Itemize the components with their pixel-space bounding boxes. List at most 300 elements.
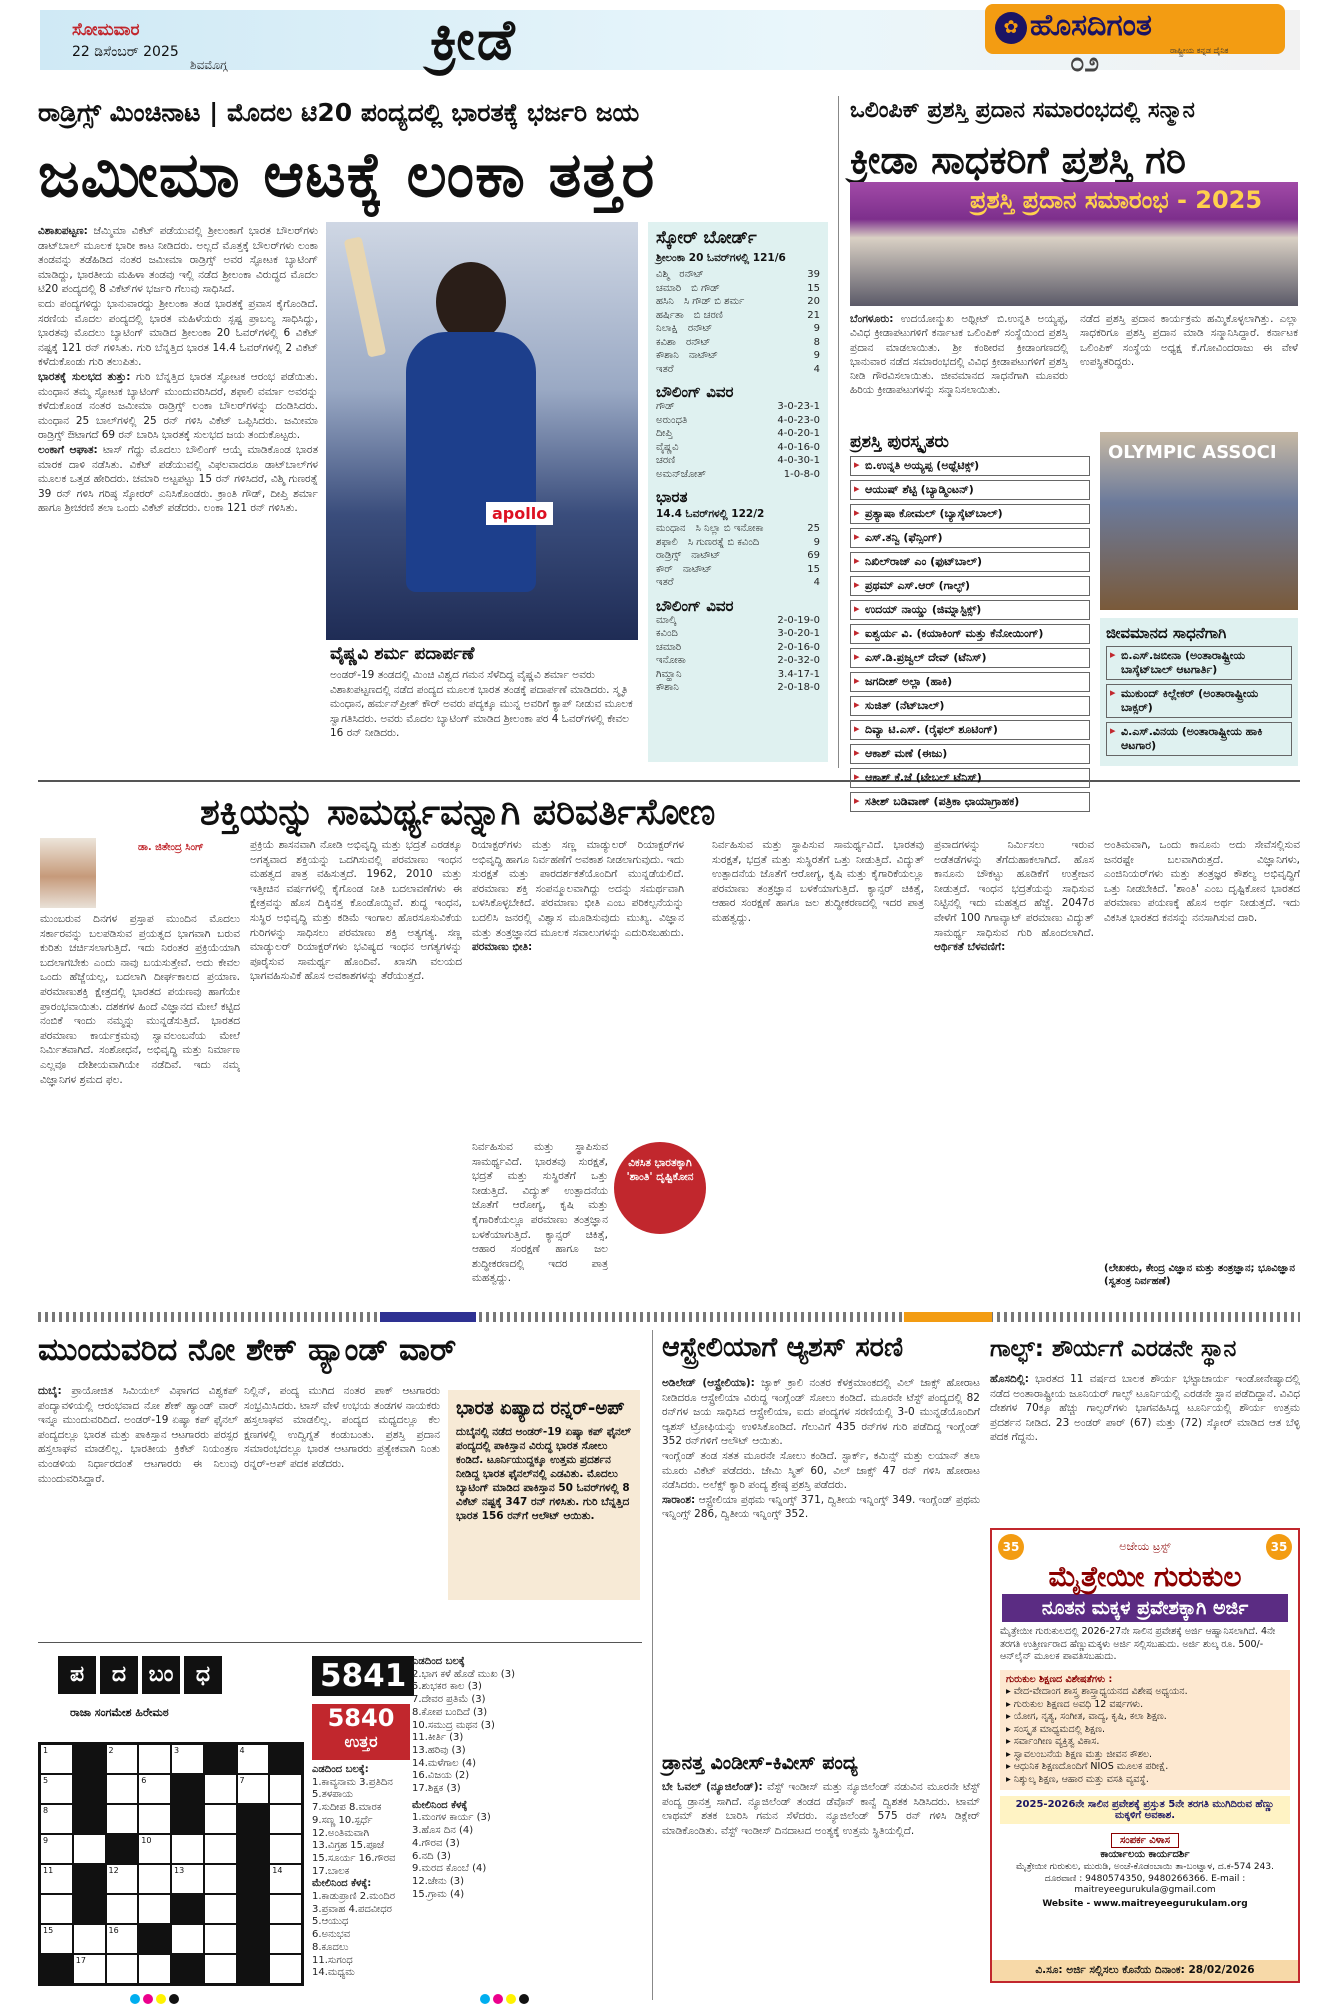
player-name: ಕೌರ್ (656, 563, 673, 575)
opinion-text-5: ಪ್ರವಾದಗಳನ್ನು ನಿರ್ಮಿಸಲು ಇರುವ ಅಡೆತಡೆಗಳನ್ನು ತೆಗೆದುಹಾಕಲಾಗಿದೆ. ಹೊಸ ಕಾನೂನು ಚೌಕಟ್ಟು ಹೂಡಿಕೆಗೆ ಉತ್ತೇಜನ ನೀಡುತ್ತದೆ. ಇಂಧನ ಭದ್ರತೆಯನ್ನು ಸಾಧಿಸುವ ನಿಟ್ಟಿನಲ್ಲಿ ಇದು ಮಹತ್ವದ ಹೆಜ್ಜೆ. 2047ರ ವೇಳೆಗೆ 100 ಗಿಗಾವ್ಯಾಟ್ ಪರಮಾಣು ವಿದ್ಯುತ್ ಸಾಮರ್ಥ್ಯ ಸಾಧಿಸುವ ಗುರಿ ಹೊಂದಲಾಗಿದೆ. (934, 839, 1094, 939)
player-name: ನಿಲಾಕ್ಷಿ (656, 323, 678, 334)
clue-across: 16.ವಿಜಯ (2) (412, 1770, 470, 1782)
yellow-dot (156, 1994, 166, 2004)
crossword-cell (73, 1804, 106, 1834)
player-name: ಗಿಮ್ಹಾನಿ (656, 668, 682, 680)
newspaper-logo: ಹೊಸದಿಗಂತ (1030, 8, 1152, 43)
handshake-col-1 (38, 1384, 238, 1644)
score-row (656, 455, 820, 469)
clue-down: 4.ಗೌರವ (3) (412, 1837, 460, 1849)
golf-dateline: ಹೊಸದಿಲ್ಲಿ: (990, 1373, 1029, 1385)
ad-features (1000, 1670, 1290, 1791)
down-title: ಮೇಲಿನಿಂದ ಕೆಳಕ್ಕೆ: (312, 1878, 372, 1890)
windies-body (662, 1780, 980, 1986)
across-title: ಎಡದಿಂದ ಬಲಕ್ಕೆ: (312, 1764, 369, 1775)
crossword-title-char: ಪ (58, 1656, 96, 1694)
dismissal: ನಾಟೌಟ್ (682, 563, 712, 575)
crossword-cell (269, 1954, 302, 1984)
crossword-cell (73, 1834, 106, 1864)
lifetime-box (1100, 618, 1298, 766)
answer-label: ಉತ್ತರ (344, 1732, 378, 1751)
clue-across: 14.ಮಳೆಗಾಲ (4) (412, 1757, 477, 1769)
crossword-cell (40, 1894, 73, 1924)
clue-across-title: ಎಡದಿಂದ ಬಲಕ್ಕೆ (412, 1656, 465, 1667)
page-number: ೦೨ (1070, 48, 1100, 78)
across-answer: 12.ಅಂತಿಮವಾಗಿ (312, 1827, 370, 1839)
score-value: 8 (813, 336, 820, 348)
score-row (656, 323, 820, 337)
crossword-cell (138, 1804, 171, 1834)
crossword-cell: 8 (40, 1804, 73, 1834)
across-answer: 17.ಬಾಲಕ (312, 1865, 350, 1877)
player-name: ಕೌಶಾನಿ (656, 682, 679, 693)
answer-badge (312, 1704, 410, 1760)
player-name: ಇನೋಕಾ (656, 655, 686, 666)
black-dot (169, 1994, 179, 2004)
across-answer: 7.ಸುದೀಪ 8.ಮಾರಕ (312, 1802, 382, 1814)
player-jersey (406, 332, 536, 592)
award-photo (850, 182, 1298, 306)
logo-tagline: ರಾಷ್ಟ್ರೀಯ ಕನ್ನಡ ದೈನಿಕ (1170, 46, 1229, 55)
score-value: 3-0-20-1 (777, 628, 820, 639)
clue-across: 5.ಶುಭಕರ ಕಾಲ (3) (412, 1681, 482, 1693)
down-answer: 5.ಆಯುಧ (312, 1916, 349, 1928)
player-name: ವಿಶ್ಮಿ (656, 269, 670, 280)
olympic-banner-text: OLYMPIC ASSOCI (1108, 442, 1277, 463)
cricket-bat (344, 236, 387, 357)
player-name: ಚರಣಿ (656, 455, 676, 466)
dismissal: ರನೌಟ್ (687, 323, 713, 334)
ad-address: ಮೈತ್ರೇಯೀ ಗುರುಕುಲ, ಮುರುಡಿ, ಅಂಚೆ-ಕೊಡಂಬಾಯಿ ತಾ-ಬಂಟ್ವಾಳ, ದ.ಕ-574 243. ದೂರವಾಣಿ : 9480574350, 9480266366. E-mail : maitreyeegurukula@gmail.com (1016, 1862, 1274, 1895)
crossword-cell: 4 (237, 1744, 270, 1774)
crossword-cell (171, 1924, 204, 1954)
ashes-para-1: ಜ್ಯಾಕ್ ಕ್ರಾಲಿ ನಂತರ ಕೆಳಕ್ರಮಾಂಕದಲ್ಲಿ ವಿಲ್ ಜಾಕ್ಸ್ ಹೋರಾಟ ನೀಡಿದರೂ ಆಸ್ಟ್ರೇಲಿಯಾ ವಿರುದ್ಧ ಇಂಗ್ಲೆಂಡ್ ಸೋಲು ಕಂಡಿದೆ. ಮೂರನೇ ಟೆಸ್ಟ್ ಪಂದ್ಯದಲ್ಲಿ 82 ರನ್‌ಗಳ ಜಯ ಸಾಧಿಸಿದ ಆಸ್ಟ್ರೇಲಿಯಾ, ಐದು ಪಂದ್ಯಗಳ ಸರಣಿಯಲ್ಲಿ 3-0 ಮುನ್ನಡೆಯೊಂದಿಗೆ ಆ್ಯಶಸ್ ಟ್ರೋಫಿಯನ್ನು ಉಳಿಸಿಕೊಂಡಿದೆ. ಗೆಲುವಿಗೆ 435 ರನ್‌ಗಳ ಗುರಿ ಪಡೆದಿದ್ದ ಇಂಗ್ಲೆಂಡ್ 352 ರನ್‌ಗಳಿಗೆ ಆಲೌಟ್ ಆಯಿತು. (662, 1377, 980, 1448)
photo-caption-title: ವೈಷ್ಣವಿ ಶರ್ಮ ಪದಾರ್ಪಣೆ (330, 644, 475, 664)
crossword-cell (237, 1894, 270, 1924)
ashes-score-label: ಸಾರಾಂಶ: (662, 1493, 696, 1506)
player-name: ಅಮನ್‌ಜೋತ್ (656, 468, 706, 480)
puzzle-number: 5841 (312, 1656, 414, 1696)
score-value: 4-0-20-1 (777, 428, 820, 439)
down-answer: 14.ಮಧ್ಯಮ (312, 1967, 355, 1979)
score-value: 25 (807, 523, 820, 534)
score-value: 4-0-30-1 (777, 455, 820, 466)
score-value: 39 (807, 269, 820, 280)
accent-bar-orange (904, 1312, 992, 1322)
ad-trust: ಅಜೇಯ ಟ್ರಸ್ಟ್ (1119, 1540, 1171, 1553)
crossword-title-char: ಧ (184, 1656, 222, 1694)
down-answer: 1.ಕಾಡುಪ್ರಾಣಿ 2.ಮಂದಿರ (312, 1891, 395, 1903)
player-name: ಹಸಿನಿ (656, 296, 674, 307)
ashes-dateline: ಅಡಿಲೇಡ್ (ಆಸ್ಟ್ರೇಲಿಯಾ): (662, 1377, 755, 1389)
section-rule (38, 780, 1300, 782)
magenta-dot (143, 1994, 153, 2004)
player-name: ದೀಪ್ತಿ (656, 428, 673, 439)
awardee: ▸ ಸುಜಿತ್ (ನೆಟ್‌ಬಾಲ್) (850, 696, 1090, 716)
ad-feature: ▸ ನಿಶ್ಶುಲ್ಕ ಶಿಕ್ಷಣ, ಆಹಾರ ಮತ್ತು ವಸತಿ ವ್ಯವಸ್ಥೆ. (1006, 1773, 1149, 1785)
ad-feature: ▸ ಸಂಸ್ಕೃತ ಮಾಧ್ಯಮದಲ್ಲಿ ಶಿಕ್ಷಣ. (1006, 1723, 1105, 1735)
runner-up-title: ಭಾರತ ಏಷ್ಯಾದ ರನ್ನರ್-ಅಪ್ (456, 1398, 625, 1419)
down-answer: 3.ಪ್ರವಾಹ 4.ಪದವೀಧರ (312, 1903, 392, 1915)
ashes-headline: ಆಸ್ಟ್ರೇಲಿಯಾಗೆ ಆ್ಯಶಸ್ ಸರಣಿ (662, 1332, 904, 1363)
crossword-cell: 16 (106, 1924, 139, 1954)
golf-text: ಭಾರತದ 11 ವರ್ಷದ ಬಾಲಕ ಶೌರ್ಯ ಭಟ್ಟಾಚಾರ್ಯ ಇಂಡೋನೇಷ್ಯಾದಲ್ಲಿ ನಡೆದ ಅಂತಾರಾಷ್ಟ್ರೀಯ ಜೂನಿಯರ್ ಗಾಲ್ಫ್ ಟೂರ್ನಿಯಲ್ಲಿ ಎರಡನೇ ಸ್ಥಾನ ಪಡೆದಿದ್ದಾನೆ. ವಿವಿಧ ದೇಶಗಳ 70ಕ್ಕೂ ಹೆಚ್ಚು ಗಾಲ್ಫರ್‌ಗಳು ಭಾಗವಹಿಸಿದ್ದ ಟೂರ್ನಿಯಲ್ಲಿ ಶೌರ್ಯ ಉತ್ತಮ ಪ್ರದರ್ಶನ ನೀಡಿದ. 23 ಅಂಡರ್ ಪಾರ್ (67) ಮತ್ತು (72) ಸ್ಕೋರ್ ಮಾಡಿದ ಆತ ಬೆಳ್ಳಿ ಪದಕ ಗೆದ್ದನು. (990, 1373, 1300, 1444)
yellow-dot (506, 1994, 516, 2004)
edition-city: ಶಿವಮೊಗ್ಗ (190, 58, 228, 72)
player-helmet (436, 262, 506, 342)
crossword-cell: 2 (106, 1744, 139, 1774)
crossword-cell (73, 1864, 106, 1894)
crossword-cell (269, 1834, 302, 1864)
crossword-cell (237, 1834, 270, 1864)
score-row (656, 415, 820, 429)
score-value: 4 (813, 577, 820, 588)
anniversary-badge-right: 35 (1266, 1534, 1292, 1560)
score-value: 2-0-32-0 (777, 655, 820, 666)
crossword-cell (138, 1864, 171, 1894)
dashed-divider (38, 1312, 1300, 1322)
handshake-text-1: ಪ್ರಾಯೋಜಿತ ಸಿಮಿಯಲ್ ವಿಫಾಗದ ವಿಶ್ವಕಪ್ ಪಂದ್ಯಾವಳಿಯಲ್ಲಿ ಆರಂಭವಾದ ನೋ ಶೇಕ್ ಹ್ಯಾಂಡ್ ವಾರ್ ಇನ್ನೂ ಮುಂದುವರಿದಿದೆ. ಅಂಡರ್-19 ಏಷ್ಯಾ ಕಪ್ ಫೈನಲ್ ಪಂದ್ಯದಲ್ಲೂ ಭಾರತ ಮತ್ತು ಪಾಕಿಸ್ತಾನ ಆಟಗಾರರು ಪರಸ್ಪರ ಹಸ್ತಲಾಘವ ಮಾಡಲಿಲ್ಲ. ಭಾರತೀಯ ಕ್ರಿಕೆಟ್ ನಿಯಂತ್ರಣ ಮಂಡಳಿಯ ನಿರ್ಧಾರದಂತೆ ಆಟಗಾರರು ಈ ನಿಲುವು ಮುಂದುವರಿಸಿದ್ದಾರೆ. (38, 1385, 238, 1485)
opinion-col-4: ನಿರ್ವಹಿಸುವ ಮತ್ತು ಸ್ಥಾಪಿಸುವ ಸಾಮರ್ಥ್ಯವಿದೆ. ಭಾರತವು ಸುರಕ್ಷತೆ, ಭದ್ರತೆ ಮತ್ತು ಸುಸ್ಥಿರತೆಗೆ ಒತ್ತು ನೀಡುತ್ತಿದೆ. ವಿದ್ಯುತ್ ಉತ್ಪಾದನೆಯ ಜೊತೆಗೆ ಆರೋಗ್ಯ, ಕೃಷಿ ಮತ್ತು ಕೈಗಾರಿಕೆಯಲ್ಲೂ ಪರಮಾಣು ತಂತ್ರಜ್ಞಾನ ಬಳಕೆಯಾಗುತ್ತಿದೆ. ಕ್ಯಾನ್ಸರ್ ಚಿಕಿತ್ಸೆ, ಆಹಾರ ಸಂರಕ್ಷಣೆ ಹಾಗೂ ಜಲ ಶುದ್ಧೀಕರಣದಲ್ಲಿ ಇದರ ಪಾತ್ರ ಮಹತ್ವದ್ದು. (712, 839, 924, 924)
dismissal: ಸಿ ಗುಣರತ್ನೆ ಬಿ ಕವಿಂದಿ (687, 536, 760, 548)
main-kicker: ರಾಡ್ರಿಗ್ಸ್ ಮಿಂಚಿನಾಟ | ಮೊದಲ ಟಿ20 ಪಂದ್ಯದಲ್ಲಿ ಭಾರತಕ್ಕೆ ಭರ್ಜರಿ ಜಯ (38, 98, 640, 127)
score-value: 4-0-23-0 (777, 414, 820, 426)
player-name: ಚಮಾರಿ (656, 641, 682, 653)
logo-emblem-icon: ✿ (995, 12, 1027, 44)
score-value: 3-0-23-1 (777, 401, 820, 412)
crossword-cell (106, 1774, 139, 1804)
crossword-cell (171, 1834, 204, 1864)
magenta-dot (493, 1994, 503, 2004)
clue-down: 3.ಹೊಸ ದಿನ (4) (412, 1825, 474, 1837)
crossword-cell (40, 1954, 73, 1984)
crossword-cell (237, 1804, 270, 1834)
ad-website: Website - www.maitreyeegurukulam.org (1042, 1898, 1248, 1909)
player-name: ಇತರೆ (656, 363, 674, 375)
crossword-cell: 10 (138, 1834, 171, 1864)
crossword-cell (204, 1924, 237, 1954)
awardee: ▸ ಐಶ್ವರ್ಯ ವಿ. (ಕಯಾಕಿಂಗ್ ಮತ್ತು ಕೆನೋಯಿಂಗ್) (850, 624, 1090, 644)
answer-number: 5840 (327, 1704, 395, 1732)
anniversary-badge-left: 35 (998, 1534, 1024, 1560)
crossword-cell (204, 1804, 237, 1834)
awardee: ▸ ಎಸ್.ಡಿ.ಪ್ರಜ್ವಲ್ ದೇವ್ (ಟೆನಿಸ್) (850, 648, 1090, 668)
across-answer: 13.ವಿಗ್ರಹ 15.ಪೂಜೆ (312, 1840, 385, 1852)
award-kicker: ಒಲಿಂಪಿಕ್ ಪ್ರಶಸ್ತಿ ಪ್ರದಾನ ಸಮಾರಂಭದಲ್ಲಿ ಸನ್ಮಾನ (850, 98, 1195, 123)
windies-dateline: ಬೇ ಓವಲ್ (ನ್ಯೂಜಿಲೆಂಡ್): (662, 1781, 763, 1793)
crossword-cell: 5 (40, 1774, 73, 1804)
crossword-cell: 9 (40, 1834, 73, 1864)
crossword-cell (138, 1954, 171, 1984)
score-row (656, 296, 820, 310)
player-name: ಶಫಾಲಿ (656, 536, 678, 548)
score-row (656, 283, 820, 297)
score-value: 15 (807, 563, 820, 575)
ashes-body (662, 1376, 980, 1740)
clue-across: 7.ದೇವರ ಪ್ರತಿಮೆ (3) (412, 1694, 486, 1706)
crossword-cell (171, 1804, 204, 1834)
awardee: ▸ ಆಯುಷ್ ಶೆಟ್ಟಿ (ಬ್ಯಾಡ್ಮಿಂಟನ್) (850, 480, 1090, 500)
opinion-text-1: ಮುಂಬರುವ ದಿನಗಳ ಪ್ರಸ್ತಾಪ ಮುಂದಿನ ಮೊದಲು ಸರ್ಕಾರವನ್ನು ಬಲಪಡಿಸುವ ಪ್ರಯತ್ನದ ಭಾಗವಾಗಿ ಬರುವ ಕುರಿತು ಚರ್ಚಿಸಲಾಗುತ್ತಿದೆ. ಇದು ನಿರಂತರ ಪ್ರಕ್ರಿಯೆಯಾಗಿ ಬದಲಾಗಬೇಕು ಎಂದು ನಾವು ಬಯಸುತ್ತೇವೆ. ಅದು ಕೇವಲ ಒಂದು ಹೆಜ್ಜೆಯಲ್ಲ, ಬದಲಾಗಿ ದೀರ್ಘಕಾಲದ ಪ್ರಯಾಣ. ಪರಮಾಣುಶಕ್ತಿ ಕ್ಷೇತ್ರದಲ್ಲಿ ಭಾರತದ ಪಯಣವು ಹಾಗೆಯೇ ಪ್ರಾರಂಭವಾಯಿತು. ದಶಕಗಳ ಹಿಂದೆ ವಿಜ್ಞಾನದ ಮೇಲೆ ಕಟ್ಟಿದ ನಂಬಿಕೆ ಇಂದು ನಮ್ಮನ್ನು ಮುನ್ನಡೆಸುತ್ತಿದೆ. ಭಾರತದ ಪರಮಾಣು ಕಾರ್ಯಕ್ರಮವು ಸ್ವಾವಲಂಬನೆಯ ಮೇಲೆ ನಿರ್ಮಿತವಾಗಿದೆ. ಸಂಶೋಧನೆ, ಅಭಿವೃದ್ಧಿ ಮತ್ತು ನಿರ್ಮಾಣ ಎಲ್ಲವೂ ದೇಶೀಯವಾಗಿಯೇ ನಡೆದಿವೆ. ಇದು ನಮ್ಮ ವಿಜ್ಞಾನಿಗಳ ಶ್ರಮದ ಫಲ. (40, 913, 240, 1086)
crossword-compiler: ರಾಜಾ ಸಂಗಮೇಶ ಹಿರೇಮಠ (70, 1706, 169, 1719)
awardee: ▸ ಜಗದೀಶ್ ಅಲ್ಲಾ (ಹಾಕಿ) (850, 672, 1090, 692)
spacer (678, 628, 778, 642)
spacer (682, 669, 778, 683)
spacer (681, 642, 777, 656)
awardees-list (850, 456, 1090, 816)
subhead-2: ಲಂಕಾಗೆ ಆಘಾತ: (38, 443, 98, 456)
player-name: ಮಂಧಾನ (656, 523, 686, 534)
score-value: 20 (807, 296, 820, 307)
crossword-cell (73, 1894, 106, 1924)
player-name: ಗೌಡ್ (656, 401, 675, 412)
score-row (656, 428, 820, 442)
crossword-cell: 13 (171, 1864, 204, 1894)
clue-across: 13.ಹರಿವು (3) (412, 1744, 466, 1756)
score-row (656, 628, 820, 642)
crossword-cell (269, 1744, 302, 1774)
crossword-cell (269, 1804, 302, 1834)
sl-innings: ಶ್ರೀಲಂಕಾ 20 ಓವರ್‌ಗಳಲ್ಲಿ 121/6 (656, 252, 786, 264)
ad-feature: ▸ ಸ್ವಾವಲಂಬನೆಯ ಶಿಕ್ಷಣ ಮತ್ತು ಜೀವನ ಕೌಶಲ. (1006, 1748, 1153, 1760)
golf-headline: ಗಾಲ್ಫ್: ಶೌರ್ಯಗೆ ಎರಡನೇ ಸ್ಥಾನ (990, 1336, 1237, 1362)
clue-across: 8.ಕೋಪ ಬಂದಿದೆ (3) (412, 1706, 488, 1718)
ad-features-title: ಗುರುಕುಲ ಶಿಕ್ಷಣದ ವಿಶೇಷತೆಗಳು : (1006, 1673, 1113, 1685)
ad-feature: ▸ ಆಧುನಿಕ ಶಿಕ್ಷಣದೊಂದಿಗೆ NIOS ಮೂಲಕ ಪರೀಕ್ಷೆ. (1006, 1761, 1169, 1772)
cyan-dot (130, 1994, 140, 2004)
awardee: ▸ ಆಕಾಶ್ ಕೆ.ಜೆ (ಟೇಬಲ್ ಟೆನಿಸ್) (850, 768, 1090, 788)
opinion-subhead-3: ಪರಮಾಣು ಭೀತಿ: (472, 941, 533, 954)
weekday: ಸೋಮವಾರ (72, 20, 140, 40)
main-headline: ಜಮೀಮಾ ಆಟಕ್ಕೆ ಲಂಕಾ ತತ್ತರ (38, 138, 656, 211)
spacer (706, 469, 784, 483)
opinion-col-3b: ನಿರ್ವಹಿಸುವ ಮತ್ತು ಸ್ಥಾಪಿಸುವ ಸಾಮರ್ಥ್ಯವಿದೆ. ಭಾರತವು ಸುರಕ್ಷತೆ, ಭದ್ರತೆ ಮತ್ತು ಸುಸ್ಥಿರತೆಗೆ ಒತ್ತು ನೀಡುತ್ತಿದೆ. ವಿದ್ಯುತ್ ಉತ್ಪಾದನೆಯ ಜೊತೆಗೆ ಆರೋಗ್ಯ, ಕೃಷಿ ಮತ್ತು ಕೈಗಾರಿಕೆಯಲ್ಲೂ ಪರಮಾಣು ತಂತ್ರಜ್ಞಾನ ಬಳಕೆಯಾಗುತ್ತಿದೆ. ಕ್ಯಾನ್ಸರ್ ಚಿಕಿತ್ಸೆ, ಆಹಾರ ಸಂರಕ್ಷಣೆ ಹಾಗೂ ಜಲ ಶುದ್ಧೀಕರಣದಲ್ಲಿ ಇದರ ಪಾತ್ರ ಮಹತ್ವದ್ದು. (472, 1141, 608, 1285)
crossword-cell (237, 1954, 270, 1984)
crossword-cell (204, 1744, 237, 1774)
author-name: ಡಾ. ಜಿತೇಂದ್ರ ಸಿಂಗ್ (138, 842, 204, 853)
awardee: ▸ ಸತೀಶ್ ಬಡಿವಾಣ್ (ಪತ್ರಿಕಾ ಛಾಯಾಗ್ರಾಹಕ) (850, 792, 1090, 812)
opinion-footer: (ಲೇಖಕರು, ಕೇಂದ್ರ ವಿಜ್ಞಾನ ಮತ್ತು ತಂತ್ರಜ್ಞಾನ; ಭೂವಿಜ್ಞಾನ (ಸ್ವತಂತ್ರ ನಿರ್ವಹಣೆ) (1104, 1263, 1295, 1287)
ad-title: ಮೈತ್ರೇಯೀ ಗುರುಕುಲ (1048, 1560, 1242, 1593)
opinion-col-1 (40, 858, 240, 1306)
player-name: ರಾಡ್ರಿಗ್ಸ್ (656, 550, 682, 561)
ad-feature: ▸ ವೇದ-ವೇದಾಂಗ ಶಾಸ್ತ್ರ ಶಾಸ್ತ್ರಾಧ್ಯಯನದ ವಿಶೇಷ ಅಧ್ಯಯನ. (1006, 1686, 1188, 1697)
dismissal (674, 364, 814, 378)
jersey-sponsor: apollo (486, 502, 553, 525)
score-row (656, 564, 820, 578)
bowling-title: ಬೌಲಿಂಗ್ ವಿವರ (656, 383, 734, 401)
score-row (656, 523, 820, 537)
accent-bar-blue (380, 1312, 476, 1322)
crossword-cell (73, 1744, 106, 1774)
score-value: 9 (813, 536, 820, 548)
score-row (656, 642, 820, 656)
opinion-subhead-5: ಆರ್ಥಿಕತೆ ಬೆಳವಣಿಗೆ: (934, 941, 1006, 954)
player-name: ಕೌಶಾನಿ (656, 350, 679, 361)
crossword-cell (237, 1864, 270, 1894)
awardee: ▸ ಎಸ್.ತನ್ವಿ (ಫೆನ್ಸಿಂಗ್) (850, 528, 1090, 548)
spacer (679, 682, 778, 696)
crossword-cell (171, 1774, 204, 1804)
crossword-cell: 3 (171, 1744, 204, 1774)
award-dateline: ಬೆಂಗಳೂರು: (850, 313, 894, 325)
crossword-cell (204, 1864, 237, 1894)
player-name: ಮಾಲ್ಕಿ (656, 614, 677, 626)
score-row (656, 655, 820, 669)
opinion-headline: ಶಕ್ತಿಯನ್ನು ಸಾಮರ್ಥ್ಯವನ್ನಾಗಿ ಪರಿವರ್ತಿಸೋಣ (200, 792, 716, 833)
crossword-cell: 17 (73, 1954, 106, 1984)
windies-text: ವೆಸ್ಟ್ ಇಂಡೀಸ್ ಮತ್ತು ನ್ಯೂಜಿಲೆಂಡ್ ನಡುವಿನ ಮೂರನೇ ಟೆಸ್ಟ್ ಪಂದ್ಯ ಡ್ರಾನತ್ತ ಸಾಗಿದೆ. ನ್ಯೂಜಿಲೆಂಡ್ ತಂಡದ ಡೆವೊನ್ ಕಾನ್ವೆ ದ್ವಿಶತಕ ಸಿಡಿಸಿದರು. ಟಾಮ್ ಲಾಥಮ್ ಶತಕ ಬಾರಿಸಿ ಗಮನ ಸೆಳೆದರು. ನ್ಯೂಜಿಲೆಂಡ್ 575 ರನ್ ಗಳಿಸಿ ಡಿಕ್ಲೇರ್ ಮಾಡಿಕೊಂಡಿತು. ವೆಸ್ಟ್ ಇಂಡೀಸ್ ದಿನದಾಟದ ಅಂತ್ಯಕ್ಕೆ ಉತ್ತಮ ಸ್ಥಿತಿಯಲ್ಲಿದೆ. (662, 1781, 980, 1837)
award-para-1: ಉದಯೋನ್ಮುಖ ಅಥ್ಲೀಟ್ ಬಿ.ಉನ್ನತಿ ಅಯ್ಯಪ್ಪ, ವಿವಿಧ ಕ್ರೀಡಾಪಟುಗಳಿಗೆ ಕರ್ನಾಟಕ ಒಲಿಂಪಿಕ್ ಸಂಸ್ಥೆಯಿಂದ ಪ್ರಶಸ್ತಿ ಪ್ರದಾನ ಮಾಡಲಾಯಿತು. ಶ್ರೀ ಕಂಠೀರವ ಕ್ರೀಡಾಂಗಣದಲ್ಲಿ ಭಾನುವಾರ ನಡೆದ ಸಮಾರಂಭದಲ್ಲಿ ವಿವಿಧ ಕ್ರೀಡಾಪಟುಗಳಿಗೆ ಪ್ರಶಸ್ತಿ ನೀಡಿ ಗೌರವಿಸಲಾಯಿತು. ಜೀವಮಾನದ ಸಾಧನೆಗಾಗಿ ಮೂವರು ಹಿರಿಯ ಕ್ರೀಡಾಪಟುಗಳನ್ನು ಸನ್ಮಾನಿಸಲಾಯಿತು. (850, 313, 1068, 397)
down-answer: 8.ಕೂದಲು (312, 1941, 349, 1953)
award-headline: ಕ್ರೀಡಾ ಸಾಧಕರಿಗೆ ಪ್ರಶಸ್ತಿ ಗರಿ (850, 138, 1186, 182)
crossword-cell: 11 (40, 1864, 73, 1894)
score-value: 1-0-8-0 (783, 468, 820, 480)
score-value: 21 (807, 309, 820, 321)
award-body-1 (850, 312, 1068, 426)
crossword-cell (237, 1924, 270, 1954)
player-name: ಕವಿಶಾ (656, 336, 676, 348)
score-row (656, 469, 820, 483)
crossword-cell (106, 1954, 139, 1984)
score-row (656, 537, 820, 551)
crossword-cell (269, 1924, 302, 1954)
ad-feature: ▸ ಯೋಗ, ನೃತ್ಯ, ಸಂಗೀತ, ವಾದ್ಯ, ಕೃಷಿ, ಕಲಾ ಶಿಕ್ಷಣ. (1006, 1711, 1167, 1722)
across-answer: 9.ಸಣ್ಣ 10.ಸ್ಪರ್ಧೆ (312, 1814, 373, 1826)
spacer (675, 455, 777, 469)
crossword-cell (204, 1894, 237, 1924)
clue-across: 17.ಶಿಕ್ಷಕ (3) (412, 1783, 461, 1795)
crossword-cell: 6 (138, 1774, 171, 1804)
player-name: ವೈಷ್ಣವಿ (656, 441, 679, 453)
puzzle-rule (38, 1642, 642, 1643)
score-value: 2-0-18-0 (777, 682, 820, 693)
black-dot (519, 1994, 529, 2004)
crossword-cell (138, 1924, 171, 1954)
opinion-col-5 (934, 838, 1094, 1306)
clue-down-title: ಮೇಲಿನಿಂದ ಕೆಳಕ್ಕೆ (412, 1799, 468, 1811)
player-name: ಅರುಂಧತಿ (656, 414, 688, 426)
score-row (656, 350, 820, 364)
across-answer: 5.ತಳಪಾಯ (312, 1789, 353, 1801)
column-divider (838, 96, 839, 768)
opinion-col-6: ಅಂತಿಮವಾಗಿ, ಒಂದು ಕಾನೂನು ಅದು ಸೇವೆಸಲ್ಲಿಸುವ ಜನರಷ್ಟೇ ಬಲವಾಗಿರುತ್ತದೆ. ವಿಜ್ಞಾನಿಗಳು, ಎಂಜಿನಿಯರ್‌ಗಳು ಮತ್ತು ತಂತ್ರಜ್ಞರ ಕೌಶಲ್ಯ ಅಭಿವೃದ್ಧಿಗೆ ಒತ್ತು ನೀಡಬೇಕಿದೆ. 'ಶಾಂತಿ' ಎಂಬ ದೃಷ್ಟಿಕೋನ ಭಾರತದ ಪರಮಾಣು ಪಯಣಕ್ಕೆ ಹೊಸ ಅರ್ಥ ನೀಡುತ್ತದೆ. ಇದು ವಿಕಸಿತ ಭಾರತದ ಕನಸನ್ನು ನನಸಾಗಿಸುವ ದಾರಿ. (1104, 839, 1300, 924)
golf-body (990, 1372, 1300, 1518)
ashes-score: ಆಸ್ಟ್ರೇಲಿಯಾ ಪ್ರಥಮ ಇನ್ನಿಂಗ್ಸ್ 371, ದ್ವಿತೀಯ ಇನ್ನಿಂಗ್ಸ್ 349. ಇಂಗ್ಲೆಂಡ್ ಪ್ರಥಮ ಇನ್ನಿಂಗ್ಸ್ 286, ದ್ವಿತೀಯ ಇನ್ನಿಂಗ್ಸ್ 352. (662, 1493, 980, 1521)
crossword-cell (73, 1774, 106, 1804)
crossword-cell (204, 1774, 237, 1804)
clue-down: 15.ಗ್ರಾಮ (4) (412, 1888, 465, 1900)
lifetime-awardee: ▸ ವಿ.ಎಸ್.ವಿನಯ (ಅಂತಾರಾಷ್ಟ್ರೀಯ ಹಾಕಿ ಆಟಗಾರ) (1106, 722, 1292, 756)
main-story-body (38, 224, 318, 770)
print-registration-marks (130, 1994, 179, 2004)
ad-deadline: ವಿ.ಸೂ: ಅರ್ಜಿ ಸಲ್ಲಿಸಲು ಕೊನೆಯ ದಿನಾಂಕ: 28/02/2026 (992, 1960, 1298, 1981)
crossword-cell (106, 1834, 139, 1864)
score-row (656, 401, 820, 415)
down-answer: 6.ಅನುಭವ (312, 1929, 351, 1941)
crossword-cell: 15 (40, 1924, 73, 1954)
across-answer: 15.ಸೂರ್ಯ 16.ಗೌರವ (312, 1852, 396, 1864)
awardee: ▸ ಪ್ರತ್ಯಾಷಾ ಕೋಮಲ್ (ಬ್ಯಾಸ್ಕೆಟ್‌ಬಾಲ್) (850, 504, 1090, 524)
olympic-photo (1100, 432, 1298, 610)
score-value: 2-0-16-0 (777, 641, 820, 653)
dismissal: ಸಿ ನಿಲ್ಲಾ ಬಿ ಇನೋಕಾ (695, 523, 764, 534)
crossword-cell (171, 1954, 204, 1984)
ad-contact-title: ಸಂಪರ್ಕ ವಿಳಾಸ (1111, 1833, 1179, 1848)
print-registration-marks-2 (480, 1994, 529, 2004)
handshake-dateline: ದುಬೈ: (38, 1385, 62, 1397)
score-row (656, 577, 820, 591)
player-name: ಕವಿಂದಿ (656, 628, 678, 639)
dismissal (674, 577, 814, 591)
opinion-col-2: ಪ್ರಕ್ರಿಯೆ ಶಾಸನವಾಗಿ ನೋಡಿ ಅಭಿವೃದ್ಧಿ ಮತ್ತು ಭದ್ರತೆ ಎರಡಕ್ಕೂ ಅಗತ್ಯವಾದ ಶಕ್ತಿಯನ್ನು ಒದಗಿಸುವಲ್ಲಿ ಪರಮಾಣು ಇಂಧನ ಮಹತ್ವದ ಪಾತ್ರ ವಹಿಸುತ್ತದೆ. 1962, 2010 ಮತ್ತು ಇತ್ತೀಚಿನ ವರ್ಷಗಳಲ್ಲಿ ಕೈಗೊಂಡ ನೀತಿ ಬದಲಾವಣೆಗಳು ಈ ಕ್ಷೇತ್ರವನ್ನು ಹೊಸ ದಿಕ್ಕಿನತ್ತ ಕೊಂಡೊಯ್ದಿವೆ. ಶುದ್ಧ ಇಂಧನ, ಸುಸ್ಥಿರ ಅಭಿವೃದ್ಧಿ ಮತ್ತು ಕಡಿಮೆ ಇಂಗಾಲ ಹೊರಸೂಸುವಿಕೆಯ ಗುರಿಗಳನ್ನು ಸಾಧಿಸಲು ಪರಮಾಣು ಶಕ್ತಿ ಅತ್ಯಗತ್ಯ. ಸಣ್ಣ ಮಾಡ್ಯುಲರ್ ರಿಯಾಕ್ಟರ್‌ಗಳು ಭವಿಷ್ಯದ ಇಂಧನ ಅಗತ್ಯಗಳನ್ನು ಪೂರೈಸುವ ಸಾಮರ್ಥ್ಯ ಹೊಂದಿವೆ. ಖಾಸಗಿ ವಲಯದ ಭಾಗವಹಿಸುವಿಕೆ ಹೊಸ ಅವಕಾಶಗಳನ್ನು ತೆರೆಯುತ್ತದೆ. (250, 839, 462, 983)
crossword-title-char: ಬಂ (142, 1656, 180, 1694)
bowling-title-2: ಬೌಲಿಂಗ್ ವಿವರ (656, 596, 734, 615)
ad-feature: ▸ ಸರ್ವಾಂಗೀಣ ವ್ಯಕ್ತಿತ್ವ ವಿಕಾಸ. (1006, 1736, 1100, 1747)
opinion-text-3: ರಿಯಾಕ್ಟರ್‌ಗಳು ಮತ್ತು ಸಣ್ಣ ಮಾಡ್ಯುಲರ್ ರಿಯಾಕ್ಟರ್‌ಗಳ ಅಭಿವೃದ್ಧಿ ಹಾಗೂ ನಿರ್ವಹಣೆಗೆ ಅವಕಾಶ ನೀಡಲಾಗುವುದು. ಇದು ಸುರಕ್ಷತೆ ಮತ್ತು ಪಾರದರ್ಶಕತೆಯೊಂದಿಗೆ ಮುನ್ನಡೆಯಲಿದೆ. ಪರಮಾಣು ಶಕ್ತಿ ಸಂಪನ್ಮೂಲವಾಗಿದ್ದು ಅದನ್ನು ಸಮರ್ಥವಾಗಿ ಬಳಸಿಕೊಳ್ಳಬೇಕಿದೆ. ಪರಮಾಣು ಭೀತಿ ಎಂಬ ಪರಿಕಲ್ಪನೆಯನ್ನು ಬದಲಿಸಿ ಜನರಲ್ಲಿ ವಿಶ್ವಾಸ ಮೂಡಿಸುವುದು ಮುಖ್ಯ. ವಿಜ್ಞಾನ ಮತ್ತು ತಂತ್ರಜ್ಞಾನದ ಮೂಲಕ ಸವಾಲುಗಳನ್ನು ಎದುರಿಸಬಹುದು. (472, 839, 684, 939)
crossword-cell (269, 1774, 302, 1804)
award-photo-banner: ಪ್ರಶಸ್ತಿ ಪ್ರದಾನ ಸಮಾರಂಭ - 2025 (970, 186, 1263, 214)
dismissal: ರನೌಟ್ (679, 269, 704, 280)
spacer (675, 401, 778, 415)
dismissal: ನಾಟೌಟ್ (691, 550, 721, 561)
column-divider-2 (652, 1330, 653, 2000)
puzzle-clues (412, 1656, 644, 1901)
main-photo (326, 222, 638, 640)
spacer (679, 442, 778, 456)
subhead-1: ಭಾರತಕ್ಕೆ ಸುಲಭದ ತುತ್ತು: (38, 370, 131, 383)
score-value: 3.4-17-1 (777, 668, 820, 680)
ad-intro: ಮೈತ್ರೇಯೀ ಗುರುಕುಲದಲ್ಲಿ 2026-27ನೇ ಸಾಲಿನ ಪ್ರವೇಶಕ್ಕೆ ಅರ್ಜಿ ಆಹ್ವಾನಿಸಲಾಗಿದೆ. 4ನೇ ತರಗತಿ ಉತ್ತೀರ್ಣರಾದ ಹೆಣ್ಣುಮಕ್ಕಳು ಅರ್ಜಿ ಸಲ್ಲಿಸಬಹುದು. ಅರ್ಜಿ ಶುಲ್ಕ ರೂ. 500/- ಆನ್‌ಲೈನ್ ಮೂಲಕ ಪಾವತಿಸಬಹುದು. (1000, 1626, 1276, 1662)
score-value: 9 (813, 350, 820, 361)
lifetime-awardee: ▸ ಬಿ.ಎಸ್.ಜಬೀನಾ (ಅಂತಾರಾಷ್ಟ್ರೀಯ ಬಾಸ್ಕೆಟ್‌ಬಾಲ್ ಆಟಗಾರ್ತಿ) (1106, 646, 1292, 680)
player-name: ಚಮಾರಿ (656, 282, 682, 294)
main-sub-1: ಗುರಿ ಬೆನ್ನತ್ತಿದ ಭಾರತ ಸ್ಫೋಟಕ ಆರಂಭ ಪಡೆಯಿತು. ಮಂಧಾನ ತಮ್ಮ ಸ್ಫೋಟಕ ಬ್ಯಾಟಿಂಗ್ ಮುಂದುವರಿಸಿದರೆ, ಶಫಾಲಿ ವರ್ಮಾ ಅವರನ್ನು ಕಳೆದುಕೊಂಡ ನಂತರ ಜಮೀಮಾ ರಾಡ್ರಿಗ್ಸ್ ಲಂಕಾ ಬೌಲರ್‌ಗಳನ್ನು ದಂಡಿಸಿದರು. ಮಂಧಾನ 25 ಬಾಲ್‌ಗಳಲ್ಲಿ 25 ರನ್ ಗಳಿಸಿ ವಿಕೆಟ್ ಒಪ್ಪಿಸಿದರು. ಜಮೀಮಾ ರಾಡ್ರಿಗ್ಸ್ ಔಟಾಗದೆ 69 ರನ್ ಬಾರಿಸಿ ಭಾರತಕ್ಕೆ ಸುಲಭದ ಜಯ ತಂದುಕೊಟ್ಟರು. (38, 370, 318, 442)
across-answer: 1.ಕಾವ್ಯನಾಮ 3.ಪ್ರತಿದಿನ (312, 1776, 393, 1788)
crossword-cell (269, 1894, 302, 1924)
score-row (656, 615, 820, 629)
spacer (687, 415, 777, 429)
gurukula-ad (990, 1528, 1300, 1983)
crossword-cell (106, 1804, 139, 1834)
dismissal: ರನೌಟ್ (685, 336, 711, 348)
opinion-col-3 (472, 838, 684, 1138)
player-name: ಇತರೆ (656, 577, 674, 588)
india-title: ಭಾರತ (656, 488, 688, 506)
score-value: 2-0-19-0 (777, 614, 820, 626)
score-row (656, 550, 820, 564)
awardee: ▸ ಉದಯ್ ನಾಯ್ಡು (ಜಿಮ್ನಾಸ್ಟಿಕ್ಸ್) (850, 600, 1090, 620)
spacer (686, 655, 778, 669)
handshake-col-2: ನಿಲ್ಲಿನ್, ಪಂದ್ಯ ಮುಗಿದ ನಂತರ ಪಾಕ್ ಆಟಗಾರರು ಸಂಭ್ರಮಿಸಿದರು. ಟಾಸ್ ವೇಳೆ ಉಭಯ ತಂಡಗಳ ನಾಯಕರು ಹಸ್ತಲಾಘವ ಮಾಡಲಿಲ್ಲ. ಪಂದ್ಯದ ಮಧ್ಯದಲ್ಲೂ ಕೆಲ ಕ್ಷಣಗಳಲ್ಲಿ ಉದ್ವಿಗ್ನತೆ ಕಂಡುಬಂತು. ಪ್ರಶಸ್ತಿ ಪ್ರದಾನ ಸಮಾರಂಭದಲ್ಲೂ ಭಾರತ ಆಟಗಾರರು ಪ್ರತ್ಯೇಕವಾಗಿ ನಿಂತು ರನ್ನರ್-ಅಪ್ ಪದಕ ಪಡೆದರು. (244, 1385, 440, 1470)
runner-up-text: ದುಬೈನಲ್ಲಿ ನಡೆದ ಅಂಡರ್-19 ಏಷ್ಯಾ ಕಪ್ ಫೈನಲ್ ಪಂದ್ಯದಲ್ಲಿ ಪಾಕಿಸ್ತಾನ ವಿರುದ್ಧ ಭಾರತ ಸೋಲು ಕಂಡಿದೆ. ಟೂರ್ನಿಯುದ್ದಕ್ಕೂ ಉತ್ತಮ ಪ್ರದರ್ಶನ ನೀಡಿದ್ದ ಭಾರತ ಫೈನಲ್‌ನಲ್ಲಿ ಎಡವಿತು. ಮೊದಲು ಬ್ಯಾಟಿಂಗ್ ಮಾಡಿದ ಪಾಕಿಸ್ತಾನ 50 ಓವರ್‌ಗಳಲ್ಲಿ 8 ವಿಕೆಟ್ ನಷ್ಟಕ್ಕೆ 347 ರನ್ ಗಳಿಸಿತು. ಗುರಿ ಬೆನ್ನತ್ತಿದ ಭಾರತ 156 ರನ್‌ಗೆ ಆಲೌಟ್ ಆಯಿತು. (456, 1426, 631, 1522)
clue-across: 2.ಭಾಗ ಕಳೆ ಹೊಡೆ ಮುಖ (3) (412, 1668, 515, 1680)
crossword-cell (106, 1894, 139, 1924)
score-value: 4 (813, 363, 820, 375)
clue-across: 11.ಕೀರ್ತಿ (3) (412, 1732, 464, 1744)
score-row (656, 442, 820, 456)
awardee: ▸ ಪ್ರಥಮ್ ಎಸ್.ಆರ್ (ಗಾಲ್ಫ್) (850, 576, 1090, 596)
score-row (656, 310, 820, 324)
award-body-2: ನಡೆದ ಪ್ರಶಸ್ತಿ ಪ್ರದಾನ ಕಾರ್ಯಕ್ರಮ ಹಮ್ಮಿಕೊಳ್ಳಲಾಗಿತ್ತು. ಎಲ್ಲಾ ಸಾಧಕರಿಗೂ ಪ್ರಶಸ್ತಿ ಪ್ರದಾನ ಮಾಡಿ ಸನ್ಮಾನಿಸಿದ್ದಾರೆ. ಕರ್ನಾಟಕ ಒಲಿಂಪಿಕ್ ಸಂಸ್ಥೆಯ ಅಧ್ಯಕ್ಷ ಕೆ.ಗೋವಿಂದರಾಜು ಈ ವೇಳೆ ಉಪಸ್ಥಿತರಿದ್ದರು. (1080, 313, 1298, 368)
lifetime-title: ಜೀವಮಾನದ ಸಾಧನೆಗಾಗಿ (1106, 624, 1227, 642)
dismissal: ಸಿ ಗೌಡ್ ಬಿ ಶರ್ಮ (683, 296, 745, 307)
spacer (673, 428, 778, 442)
score-row (656, 337, 820, 351)
score-row (656, 364, 820, 378)
lifetime-awardee: ▸ ಮುಕುಂದ್ ಕಿಲ್ಲೇಕರ್ (ಅಂತಾರಾಷ್ಟ್ರೀಯ ಬಾಕ್ಸರ್) (1106, 684, 1292, 718)
india-innings: 14.4 ಓವರ್‌ಗಳಲ್ಲಿ 122/2 (656, 508, 765, 520)
